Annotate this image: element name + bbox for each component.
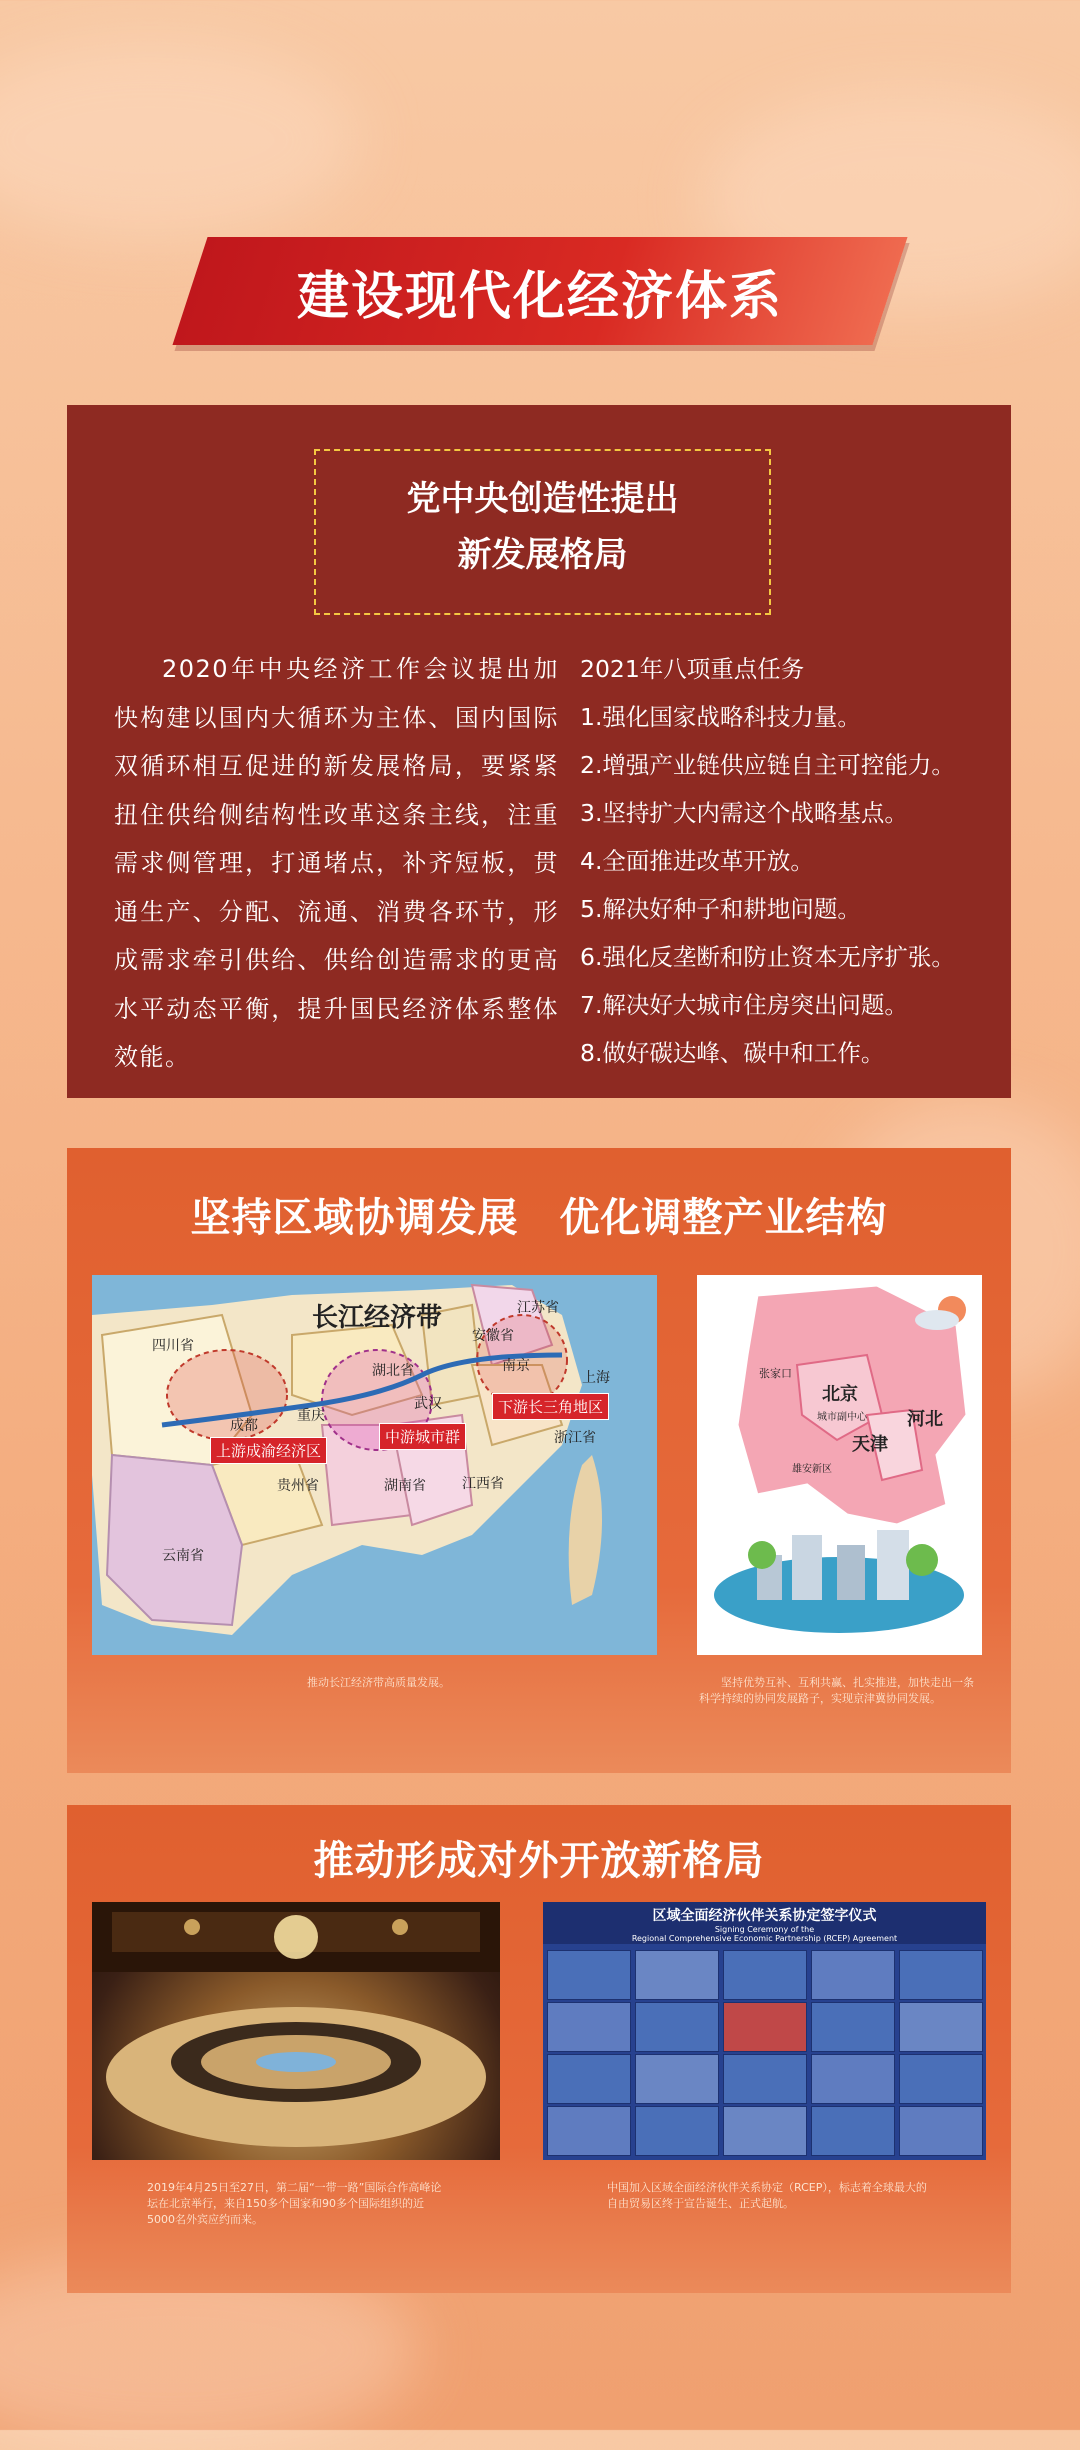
map-label: 成都 xyxy=(230,1418,258,1434)
map-shape xyxy=(697,1275,982,1655)
region-tag-upstream: 上游成渝经济区 xyxy=(210,1437,327,1464)
video-tile xyxy=(811,2002,895,2052)
highlight-box xyxy=(314,449,771,615)
new-development-pattern-panel xyxy=(67,405,1011,1098)
map-label: 浙江省 xyxy=(554,1430,596,1446)
video-tile xyxy=(811,2054,895,2104)
map-label: 城市副中心 xyxy=(817,1412,867,1423)
map-label: 雄安新区 xyxy=(792,1464,832,1475)
task-item: 7.解决好大城市住房突出问题。 xyxy=(580,991,908,1019)
video-tile xyxy=(723,2106,807,2156)
map-label: 湖南省 xyxy=(384,1478,426,1494)
yangtze-economic-belt-map xyxy=(92,1275,657,1655)
task-item: 2.增强产业链供应链自主可控能力。 xyxy=(580,751,955,779)
map-label: 河北 xyxy=(907,1409,943,1430)
highlight-line-2: 新发展格局 xyxy=(457,535,628,575)
video-tile xyxy=(635,1950,719,2000)
photo-subtitle-1: Signing Ceremony of the xyxy=(714,1925,815,1934)
highlight-line-1: 党中央创造性提出 xyxy=(406,479,679,519)
map-label: 湖北省 xyxy=(372,1363,414,1379)
map-label: 贵州省 xyxy=(277,1478,319,1494)
task-item: 1.强化国家战略科技力量。 xyxy=(580,703,861,731)
video-tile xyxy=(547,2106,631,2156)
intro-paragraph: 2020年中央经济工作会议提出加快构建以国内大循环为主体、国内国际双循环相互促进的新发展格局，要紧紧扭住供给侧结构性改革这条主线，注重需求侧管理，打通堵点，补齐短板，贯通生产、分配、流通、消费各环节，形成需求牵引供给、供给创造需求的更高水平动态平衡，提升国民经济体系整体效能。 xyxy=(114,655,559,1071)
region-tag-downstream: 下游长三角地区 xyxy=(492,1393,609,1420)
task-item: 6.强化反垄断和防止资本无序扩张。 xyxy=(580,943,955,971)
video-tile xyxy=(811,2106,895,2156)
belt-road-forum-photo xyxy=(92,1902,500,2160)
video-tile xyxy=(635,2106,719,2156)
map-label: 江苏省 xyxy=(517,1300,559,1316)
map-label: 南京 xyxy=(502,1358,530,1374)
map-label: 武汉 xyxy=(414,1396,442,1412)
task-item: 8.做好碳达峰、碳中和工作。 xyxy=(580,1039,885,1067)
map2-caption: 坚持优势互补、互利共赢、扎实推进，加快走出一条科学持续的协同发展路子，实现京津冀协同发展。 xyxy=(699,1676,974,1705)
map-title: 长江经济带 xyxy=(312,1303,443,1333)
video-tile xyxy=(547,1950,631,2000)
map-label: 安徽省 xyxy=(472,1328,514,1344)
task-item: 3.坚持扩大内需这个战略基点。 xyxy=(580,799,908,827)
photo1-caption: 2019年4月25日至27日，第二届“一带一路”国际合作高峰论坛在北京举行，来自150多个国家和90多个国际组织的近5000名外宾应约而来。 xyxy=(147,2181,442,2226)
map-label: 四川省 xyxy=(152,1338,194,1354)
video-tile xyxy=(811,1950,895,2000)
section-title: 坚持区域协调发展 优化调整产业结构 xyxy=(190,1195,888,1241)
task-list-title: 2021年八项重点任务 xyxy=(580,655,805,683)
map-label: 天津 xyxy=(852,1434,888,1455)
video-tile xyxy=(547,2002,631,2052)
video-tile xyxy=(899,1950,983,2000)
photo-title-bar xyxy=(543,1902,986,1944)
photo-title: 区域全面经济伙伴关系协定签字仪式 xyxy=(652,1908,877,1924)
background-cloud xyxy=(0,40,360,240)
opening-up-panel xyxy=(67,1805,1011,2293)
jingjinji-map xyxy=(697,1275,982,1655)
map-label: 江西省 xyxy=(462,1476,504,1492)
rcep-signing-photo xyxy=(543,1902,986,2160)
photo2-caption: 中国加入区域全面经济伙伴关系协定（RCEP），标志着全球最大的自由贸易区终于宣告诞生、正式起航。 xyxy=(607,2181,927,2210)
video-tile xyxy=(547,2054,631,2104)
regional-development-panel xyxy=(67,1148,1011,1773)
photo-subtitle-2: Regional Comprehensive Economic Partnership (RCEP) Agreement xyxy=(631,1934,898,1943)
page-title: 建设现代化经济体系 xyxy=(296,266,783,327)
region-tag-midstream: 中游城市群 xyxy=(379,1423,466,1450)
video-tile xyxy=(899,2002,983,2052)
map-label: 张家口 xyxy=(759,1367,792,1380)
map-label: 重庆 xyxy=(297,1408,325,1424)
map1-caption: 推动长江经济带高质量发展。 xyxy=(307,1676,450,1689)
video-tile xyxy=(899,2106,983,2156)
map-label: 上海 xyxy=(582,1370,610,1386)
task-item: 5.解决好种子和耕地问题。 xyxy=(580,895,861,923)
video-tile xyxy=(723,1950,807,2000)
task-item: 4.全面推进改革开放。 xyxy=(580,847,814,875)
video-tile xyxy=(635,2002,719,2052)
video-tile xyxy=(723,2054,807,2104)
map-label: 北京 xyxy=(822,1384,858,1405)
video-tile xyxy=(723,2002,807,2052)
conference-hall-illustration xyxy=(92,1902,500,2160)
section-title: 推动形成对外开放新格局 xyxy=(313,1838,765,1884)
map-label: 云南省 xyxy=(162,1548,204,1564)
video-tile xyxy=(899,2054,983,2104)
video-tile xyxy=(635,2054,719,2104)
task-list xyxy=(580,645,1000,1077)
